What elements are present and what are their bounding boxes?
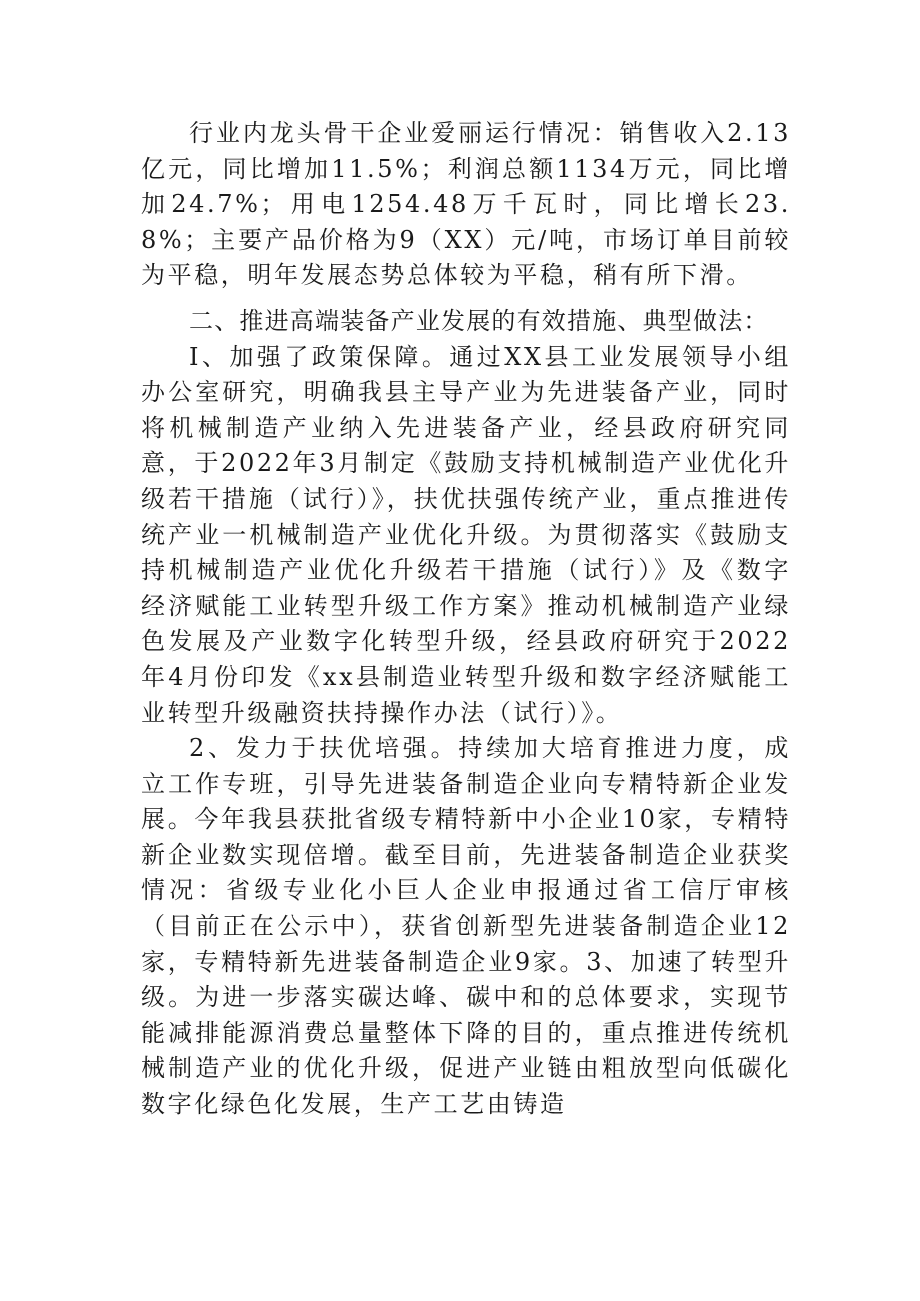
paragraph-policy-support: I、加强了政策保障。通过XX县工业发展领导小组办公室研究，明确我县主导产业为先进装备产业，同时将机械制造产业纳入先进装备产业，经县政府研究同意，于2022年3月制定《鼓励支持机械制造产业优化升级若干措施（试行）》，扶优扶强传统产业，重点推进传统产业一机械制造产业优化升级。为贯彻落实《鼓励支持机械制造产业优化升级若干措施（试行）》及《数字经济赋能工业转型升级工作方案》推动机械制造产业绿色发展及产业数字化转型升级，经县政府研究于2022年4月份印发《xx县制造业转型升级和数字经济赋能工业转型升级融资扶持操作办法（试行）》。 (141, 342, 791, 727)
document-body (141, 116, 791, 1123)
section-heading: 二、推进高端装备产业发展的有效措施、典型做法： (189, 306, 769, 335)
paragraph-cultivation-and-transformation: 2、发力于扶优培强。持续加大培育推进力度，成立工作专班，引导先进装备制造企业向专精特新企业发展。今年我县获批省级专精特新中小企业10家，专精特新企业数实现倍增。截至目前，先进装备制造企业获奖情况：省级专业化小巨人企业申报通过省工信厅审核（目前正在公示中），获省创新型先进装备制造企业12家，专精特新先进装备制造企业9家。3、加速了转型升级。为进一步落实碳达峰、碳中和的总体要求，实现节能减排能源消费总量整体下降的目的，重点推进传统机械制造产业的优化升级，促进产业链由粗放型向低碳化数字化绿色化发展，生产工艺由铸造 (141, 734, 791, 1119)
paragraph-industry-operations: 行业内龙头骨干企业爱丽运行情况：销售收入2.13亿元，同比增加11.5%；利润总额1134万元，同比增加24.7%；用电1254.48万千瓦时，同比增长23.8%；主要产品价格为9（XX）元/吨，市场订单目前较为平稳，明年发展态势总体较为平稳，稍有所下滑。 (141, 119, 791, 290)
